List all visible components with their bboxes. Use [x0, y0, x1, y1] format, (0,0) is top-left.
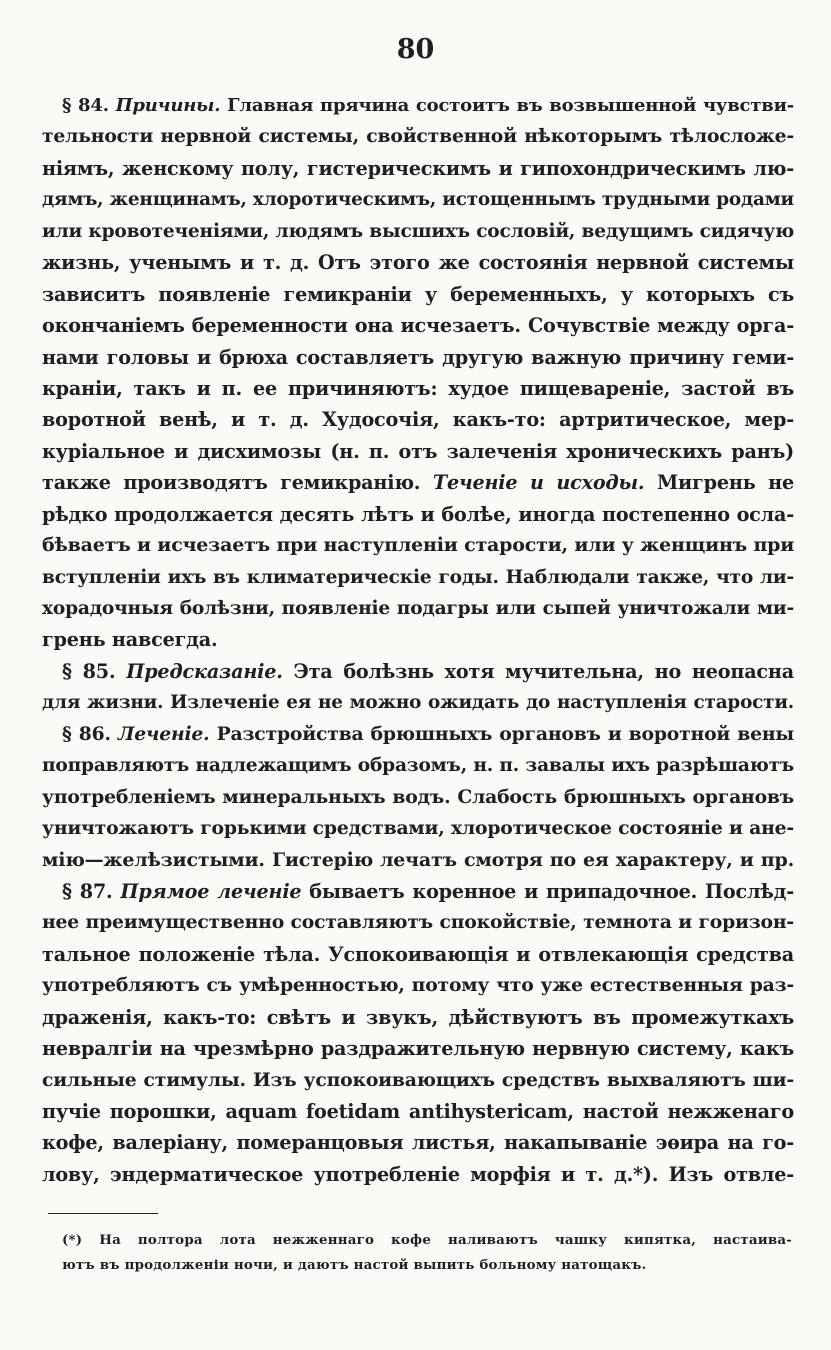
text-run: мію—желѣзистыми. Гистерію лечатъ смотря по ея характеру, и пр. — [42, 848, 794, 871]
text-run: § 86. — [62, 722, 118, 745]
text-line — [42, 310, 794, 341]
text-run: невралгіи на чрезмѣрно раздражительную нервную систему, какъ — [42, 1037, 794, 1061]
text-line — [42, 247, 794, 278]
text-line — [42, 216, 794, 247]
text-line — [42, 90, 794, 121]
text-run: § 87. — [62, 879, 121, 903]
text-line — [42, 719, 794, 750]
text-line — [42, 121, 794, 152]
text-run: уничтожаютъ горькими средствами, хлоротическое состояніе и ане- — [42, 817, 794, 840]
text-run: хорадочныя болѣзни, появленіе подагры или сыпей уничтожали ми- — [42, 598, 794, 619]
text-line — [42, 687, 794, 718]
text-line — [42, 593, 794, 624]
text-run: драженія, какъ-то: свѣтъ и звукъ, дѣйствуютъ въ промежуткахъ — [42, 1005, 794, 1029]
text-line — [42, 907, 794, 938]
text-run: зависитъ появленіе гемикраніи у беременныхъ, у которыхъ съ — [42, 282, 794, 306]
text-line — [42, 562, 794, 593]
section-heading: Леченіе. — [117, 722, 210, 745]
text-run: бѣваетъ и исчезаетъ при наступленіи старости, или у женщинъ при — [42, 534, 795, 557]
text-run: употребляютъ съ умѣренностью, потому что уже естественныя раз- — [42, 974, 794, 997]
text-run: нами головы и брюха составляетъ другую важную причину геми- — [42, 345, 794, 369]
text-line — [42, 404, 794, 435]
text-line — [42, 939, 794, 970]
footnote-divider — [48, 1213, 158, 1214]
text-line — [42, 279, 794, 310]
section-heading: Прямое леченіе — [120, 879, 302, 903]
text-line — [42, 184, 794, 215]
text-line — [42, 436, 794, 467]
text-run: § 85. — [62, 659, 127, 683]
text-run: или кровотеченіями, людямъ высшихъ сословій, ведущимъ сидячую — [42, 220, 794, 242]
text-run: воротной венѣ, и т. д. Худосочія, какъ-то: артритическое, мер- — [42, 408, 794, 432]
text-line — [42, 624, 794, 655]
text-line — [42, 750, 794, 781]
text-line — [42, 467, 794, 498]
text-line — [42, 530, 794, 561]
text-run: лову, эндерматическое употребленіе морфія и т. д.*). Изъ отвле- — [42, 1162, 794, 1186]
footnote — [62, 1228, 792, 1278]
section-heading: Теченіе и исходы. — [432, 471, 645, 495]
text-run: Главная прячина состоитъ въ возвышенной чувстви- — [220, 95, 794, 116]
section-heading: Предсказаніе. — [126, 659, 283, 683]
text-line — [42, 813, 794, 844]
footnote-line: (*) На полтора лота нежженнаго кофе наливаютъ чашку кипятка, настаива- — [62, 1232, 792, 1248]
text-line — [42, 782, 794, 813]
text-run: окончаніемъ беременности она исчезаетъ. Сочувствіе между орга- — [42, 314, 794, 338]
text-line — [42, 1002, 794, 1033]
text-run: для жизни. Излеченіе ея не можно ожидать до наступленія старости. — [42, 692, 794, 714]
text-run: краніи, такъ и п. ее причиняютъ: худое пищевареніе, застой въ — [42, 376, 794, 400]
footnote-line: ютъ въ продолженіи ночи, и даютъ настой выпить больному натощакъ. — [62, 1257, 647, 1273]
page-number: 80 — [396, 34, 435, 65]
text-line — [42, 342, 794, 373]
text-run: тальное положеніе тѣла. Успокоивающія и отвлекающія средства — [42, 942, 794, 966]
text-run: ніямъ, женскому полу, гистерическимъ и гипохондрическимъ лю- — [42, 156, 794, 180]
text-run: сильные стимулы. Изъ успокоивающихъ средствъ выхваляютъ ши- — [42, 1068, 794, 1091]
text-run: пучіе порошки, aquam foetidam antihystericam, настой нежженаго — [42, 1100, 794, 1123]
text-run: дямъ, женщинамъ, хлоротическимъ, истощеннымъ трудными родами — [42, 189, 794, 211]
text-run: бываетъ коренное и припадочное. Послѣд- — [301, 879, 794, 903]
text-line — [42, 1033, 794, 1064]
text-line — [42, 1065, 794, 1096]
text-run: куріальное и дисхимозы (н. п. отъ залеченія хроническихъ ранъ) — [42, 439, 794, 463]
section-heading: Причины. — [115, 95, 221, 116]
text-line — [42, 1127, 794, 1158]
text-line — [42, 845, 794, 876]
text-run: Мигрень не — [644, 471, 794, 495]
text-line — [42, 373, 794, 404]
text-line — [42, 153, 794, 184]
text-run: кофе, валеріану, померанцовыя листья, накапываніе эѳира на го- — [42, 1131, 794, 1155]
text-run: § 84. — [62, 95, 116, 116]
text-line — [42, 970, 794, 1001]
text-line — [42, 876, 794, 907]
text-run: тельности нервной системы, свойственной нѣкоторымъ тѣлосложе- — [42, 125, 794, 148]
text-run: Разстройства брюшныхъ органовъ и воротной вены — [209, 722, 794, 745]
text-run: также производятъ гемикранію. — [42, 471, 433, 495]
body-text — [42, 90, 794, 1190]
text-line — [42, 656, 794, 687]
text-run: жизнь, ученымъ и т. д. Отъ этого же состоянія нервной системы — [42, 251, 794, 275]
text-run: грень навсегда. — [42, 628, 218, 652]
text-run: нее преимущественно составляютъ спокойствіе, темнота и горизон- — [42, 911, 794, 934]
text-run: употребленіемъ минеральныхъ водъ. Слабость брюшныхъ органовъ — [42, 785, 794, 808]
text-run: вступленіи ихъ въ климатерическіе годы. Наблюдали также, что ли- — [42, 566, 794, 588]
text-line — [42, 499, 794, 530]
text-run: Эта болѣзнь хотя мучительна, но неопасна — [282, 659, 794, 683]
text-run: рѣдко продолжается десять лѣтъ и болѣе, иногда постепенно осла- — [42, 502, 794, 526]
text-line — [42, 1096, 794, 1127]
text-line — [42, 1159, 794, 1190]
text-run: поправляютъ надлежащимъ образомъ, н. п. завалы ихъ разрѣшаютъ — [42, 755, 794, 777]
